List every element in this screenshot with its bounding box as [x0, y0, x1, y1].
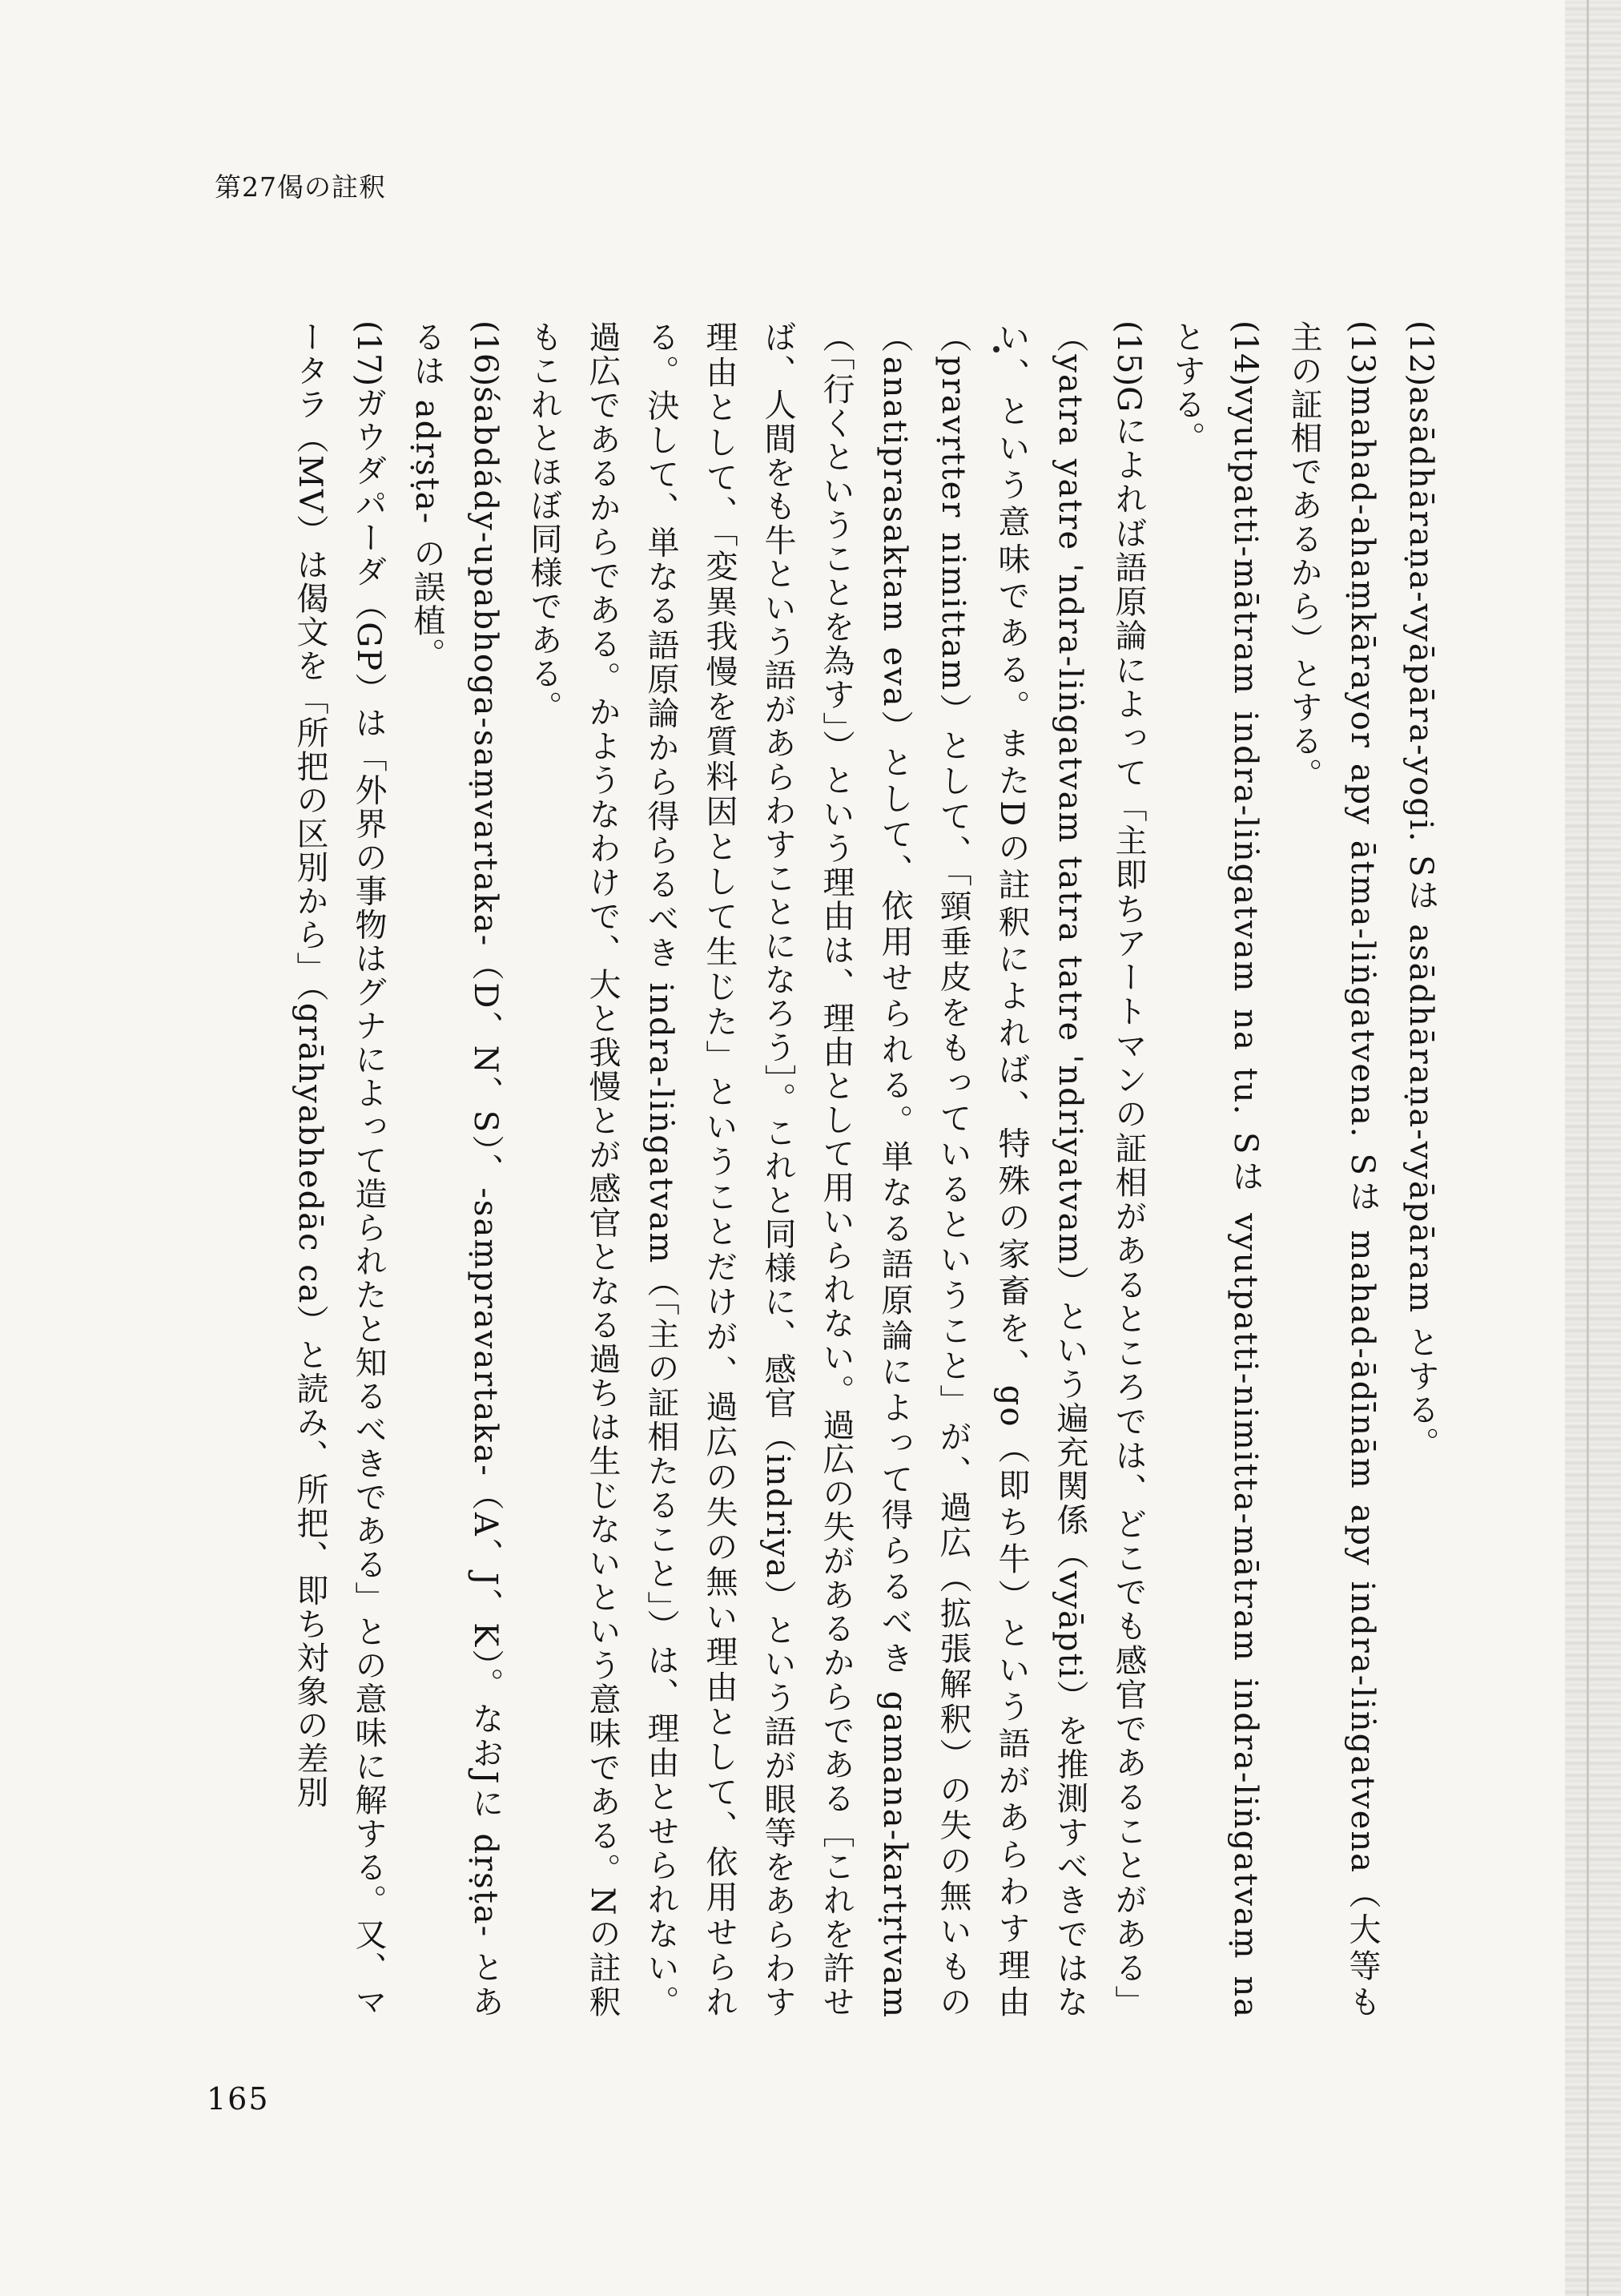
scan-edge-line	[1587, 0, 1589, 2296]
note-text: Gによれば語原論によって「主即ちアートマンの証相があるところでは、どこでも感官であることがある」（yatra yatre 'ndra-liṅgatvam tatra tatre 'ndriyatvam）という遍充関係（vyāpti）を推測すべきではない、という意味である。またDの註釈によれば、特殊の家畜を、go（即ち牛）という語があらわす理由（pravṛtter nimittam）として、「頸垂皮をもっているということ」が、過広（拡張解釈）の失の無いもの（anatiprasaktam eva）として、依用せられる。単なる語原論によって得らるべき gamana-kartṛtvam（「行くということを為す」）という理由は、理由として用いられない。過広の失があるからである［これを許せば、人間をも牛という語があらわすことになろう］。これと同様に、感官（indriya）という語が眼等をあらわす理由として、「変異我慢を質料因として生じた」ということだけが、過広の失の無い理由として、依用せられる。決して、単なる語原論から得らるべき indra-liṅgatvam（「主の証相たること」）は、理由とせられない。過広であるからである。かようなわけで、大と我慢とが感官となる過ちは生じないという意味である。Nの註釈もこれとほぼ同様である。	[525, 320, 1147, 2020]
note-number: (16)	[467, 320, 504, 387]
note-text: śabdády-upabhoga-saṃvartaka-（D、N、S）、-saṃpravartaka-（A、J、K）。なおJに dṛṣṭa- とあるは adṛṣṭa- の誤植。	[408, 320, 504, 2019]
note-text: vyutpatti-mātram indra-liṅgatvam na tu. Sは vyutpatti-nimitta-mātram indra-liṅgatvaṃ na とする。	[1168, 320, 1264, 2019]
note-15	[514, 320, 1157, 2019]
page-number: 165	[207, 2081, 270, 2117]
note-number: (13)	[1344, 320, 1381, 387]
note-13	[1274, 320, 1391, 2019]
note-text: ガウダパーダ（GP）は「外界の事物はグナによって造られたと知るべきである」との意味に解する。又、マータラ（MV）は偈文を「所把の区別から」（grāhyabhedāc ca）と読み、所把、即ち対象の差別	[292, 320, 387, 2019]
note-number: (15)	[1110, 320, 1147, 387]
note-17	[280, 320, 397, 2019]
annotation-notes	[232, 320, 1450, 2019]
note-number: (17)	[350, 320, 387, 387]
note-14	[1157, 320, 1274, 2019]
scan-edge-shadow	[1565, 0, 1621, 2296]
note-number: (12)	[1402, 320, 1439, 387]
running-title: 第27偈の註釈	[215, 171, 386, 203]
note-number: (14)	[1227, 320, 1264, 387]
note-text: asādhāraṇa-vyāpāra-yogi. Sは asādhāraṇa-vyāpāram とする。	[1402, 386, 1439, 1460]
note-text: mahad-ahaṃkārayor apy ātma-liṅgatvena. Sは mahad-ādīnām apy indra-liṅgatvena（大等も主の証相であるから）とする。	[1285, 320, 1381, 2019]
note-16	[397, 320, 514, 2019]
note-12	[1391, 320, 1450, 2019]
